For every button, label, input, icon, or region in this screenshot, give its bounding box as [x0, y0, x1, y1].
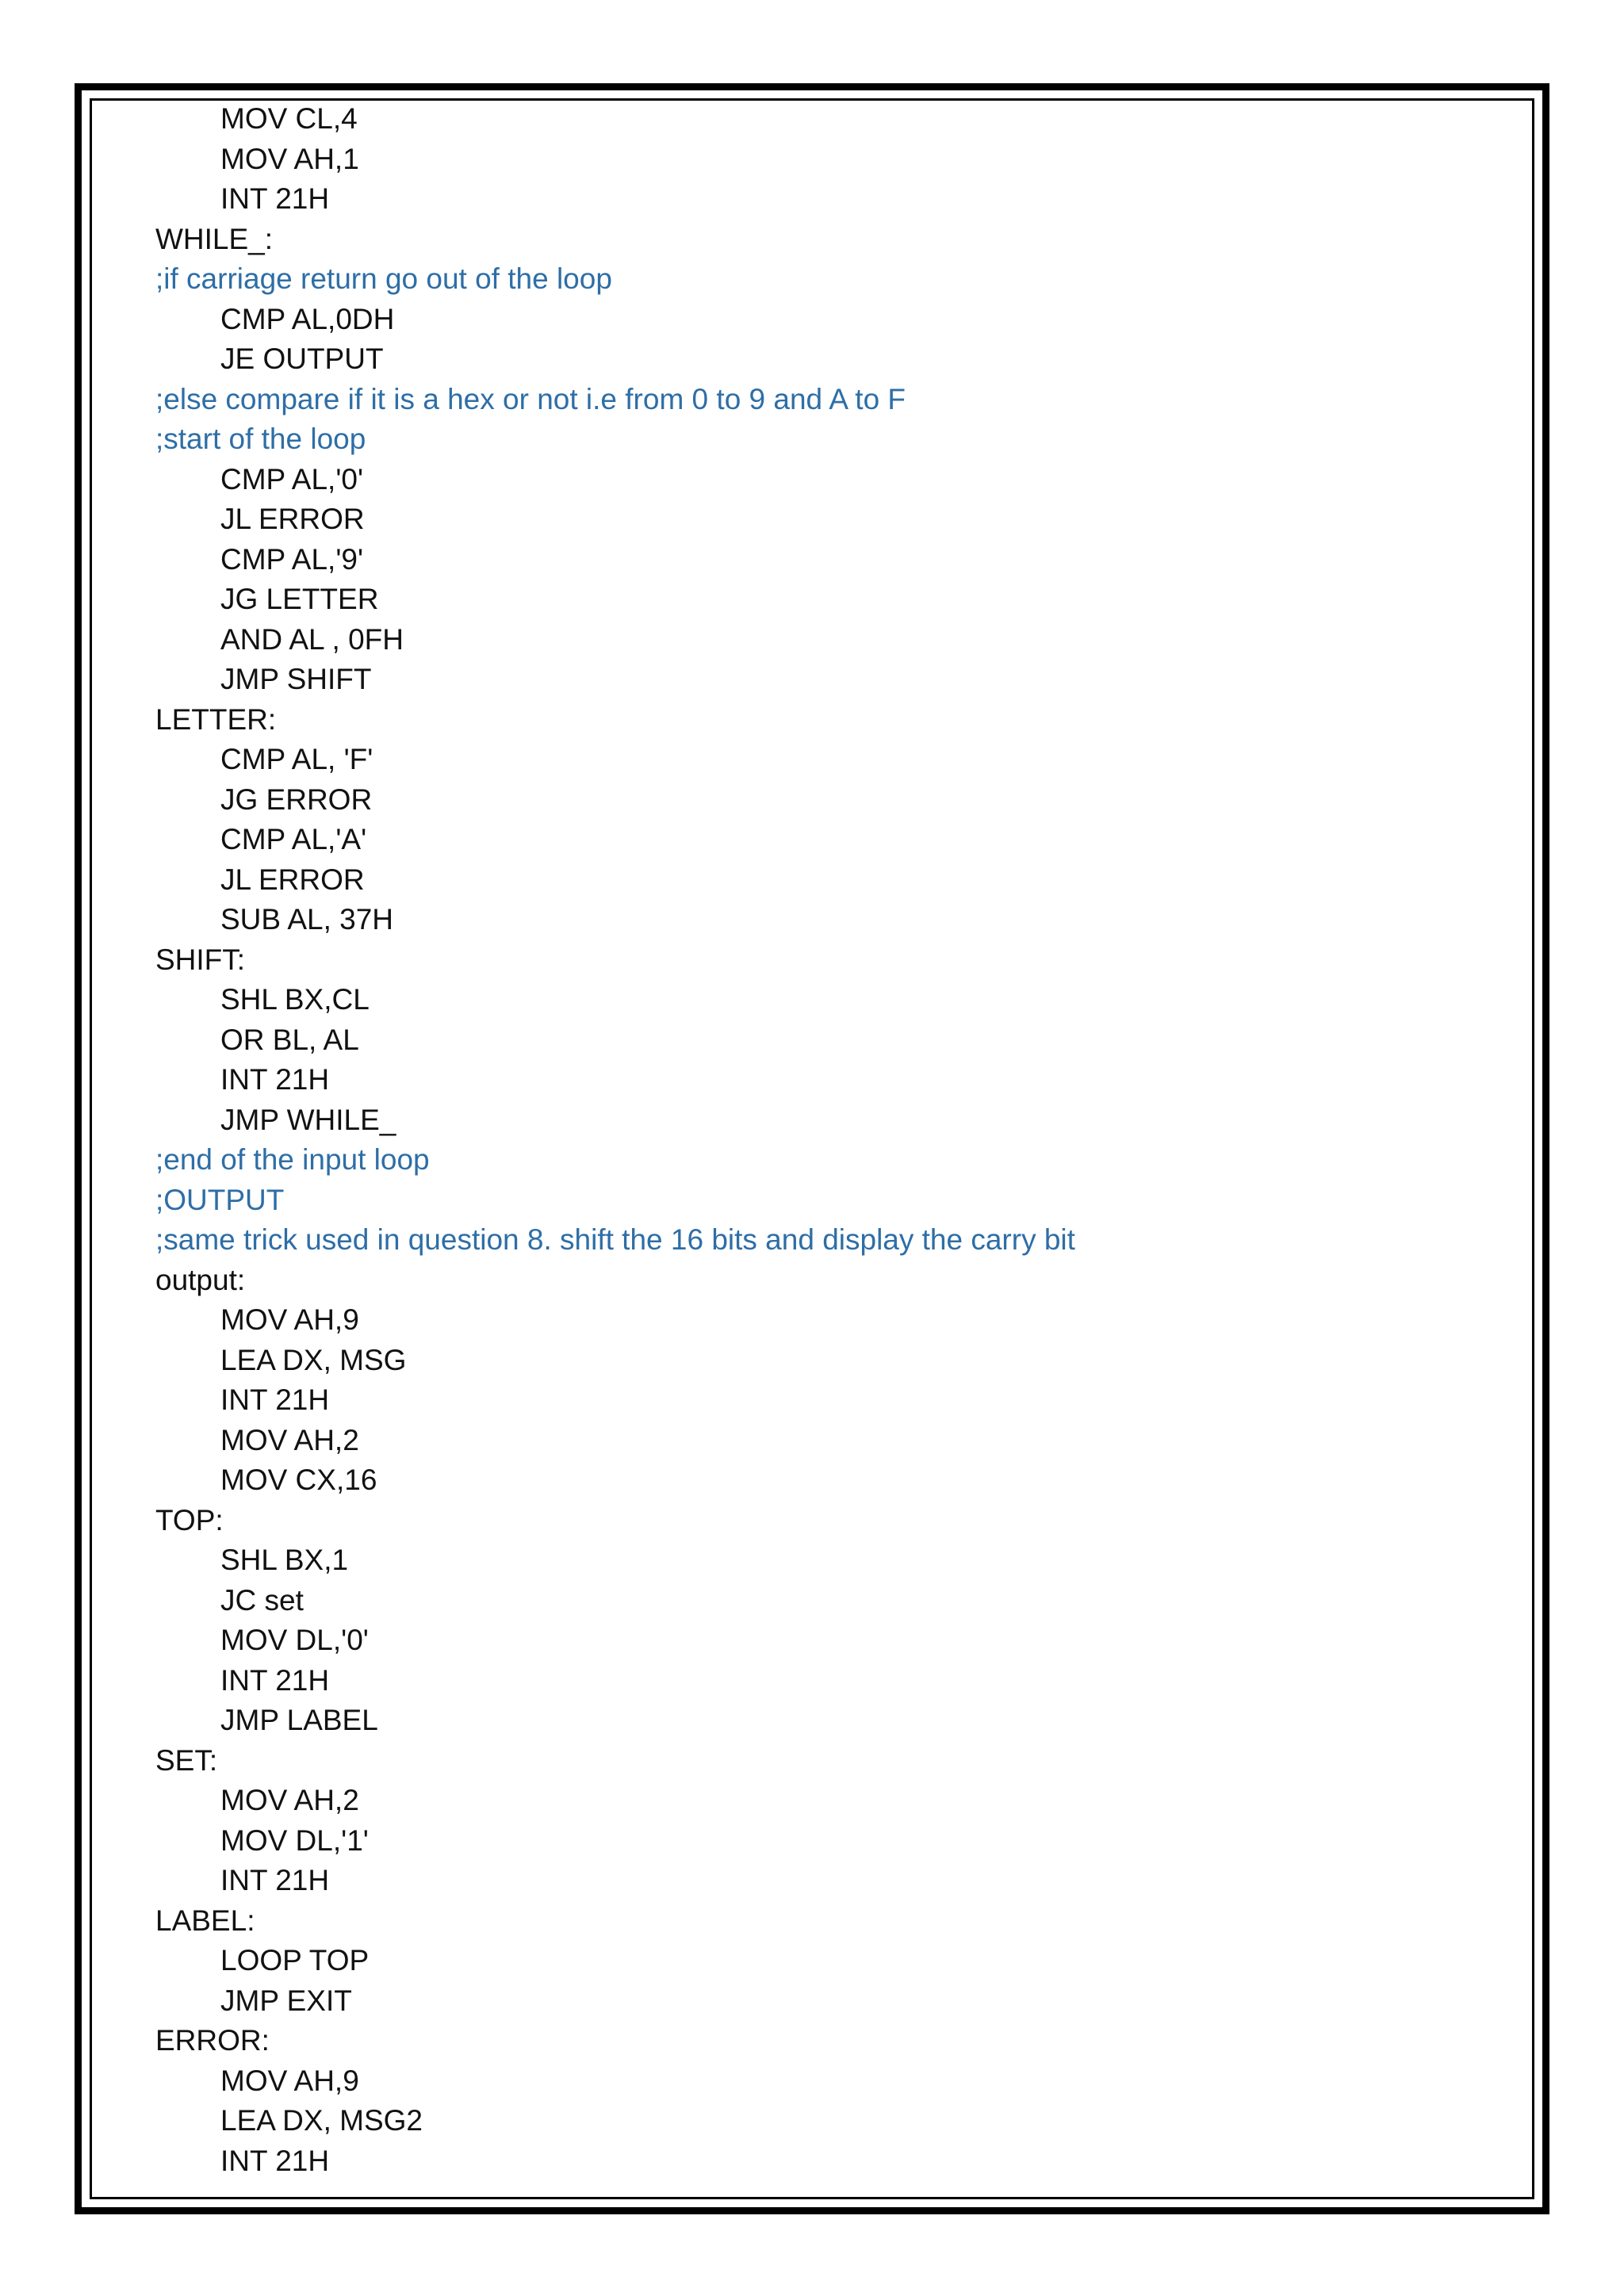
code-instruction: JC set [220, 1583, 304, 1617]
code-instruction: MOV CL,4 [220, 102, 358, 135]
code-instruction: INT 21H [220, 1864, 330, 1896]
code-label: SET: [155, 1743, 218, 1777]
code-label: TOP: [155, 1503, 224, 1536]
code-instruction: CMP AL,'A' [220, 823, 367, 855]
code-instruction: MOV AH,2 [220, 1423, 359, 1456]
code-instruction: MOV AH,1 [220, 142, 359, 175]
code-instruction: JMP EXIT [220, 1984, 352, 2017]
code-instruction: JE OUTPUT [220, 342, 384, 375]
code-instruction: SUB AL, 37H [220, 903, 394, 936]
code-instruction: JL ERROR [220, 503, 365, 535]
code-instruction: CMP AL,'0' [220, 462, 364, 496]
code-instruction: CMP AL,0DH [220, 302, 395, 335]
code-instruction: CMP AL,'9' [220, 542, 364, 576]
code-instruction: JMP LABEL [220, 1704, 378, 1736]
code-label: LETTER: [155, 702, 277, 736]
assembly-code-listing [155, 99, 1503, 2181]
code-instruction: MOV DL,'0' [220, 1624, 369, 1656]
code-label: WHILE_: [155, 222, 274, 255]
code-instruction: SHL BX,CL [220, 983, 370, 1016]
code-instruction: MOV AH,9 [220, 2064, 359, 2097]
code-instruction: CMP AL, 'F' [220, 743, 373, 775]
code-instruction: INT 21H [220, 1383, 330, 1416]
code-instruction: JG LETTER [220, 583, 379, 615]
code-instruction: JG ERROR [220, 783, 373, 816]
code-instruction: MOV AH,9 [220, 1303, 359, 1336]
code-instruction: JMP SHIFT [220, 663, 372, 695]
code-instruction: INT 21H [220, 1063, 330, 1096]
code-comment: ;if carriage return go out of the loop [155, 262, 612, 295]
code-instruction: LEA DX, MSG [220, 1343, 407, 1376]
code-instruction: OR BL, AL [220, 1023, 359, 1056]
code-instruction: INT 21H [220, 2144, 330, 2177]
code-instruction: MOV DL,'1' [220, 1823, 369, 1857]
code-instruction: MOV CX,16 [220, 1464, 377, 1496]
code-label: output: [155, 1263, 246, 1296]
code-instruction: AND AL , 0FH [220, 622, 404, 656]
code-instruction: LOOP TOP [220, 1944, 370, 1976]
code-instruction: MOV AH,2 [220, 1784, 359, 1816]
code-instruction: JL ERROR [220, 863, 365, 896]
code-comment: ;end of the input loop [155, 1143, 430, 1176]
code-comment: ;start of the loop [155, 423, 366, 455]
code-instruction: INT 21H [220, 1663, 330, 1697]
code-instruction: JMP WHILE_ [220, 1103, 396, 1136]
code-label: ERROR: [155, 2024, 270, 2057]
code-comment: ;OUTPUT [155, 1183, 285, 1216]
code-label: SHIFT: [155, 943, 246, 976]
code-label: LABEL: [155, 1904, 255, 1937]
code-comment: ;same trick used in question 8. shift the 16 bits and display the carry bit [155, 1223, 1075, 1256]
code-instruction: LEA DX, MSG2 [220, 2104, 423, 2137]
code-instruction: INT 21H [220, 182, 330, 215]
code-comment: ;else compare if it is a hex or not i.e from 0 to 9 and A to F [155, 382, 906, 415]
code-instruction: SHL BX,1 [220, 1544, 349, 1576]
